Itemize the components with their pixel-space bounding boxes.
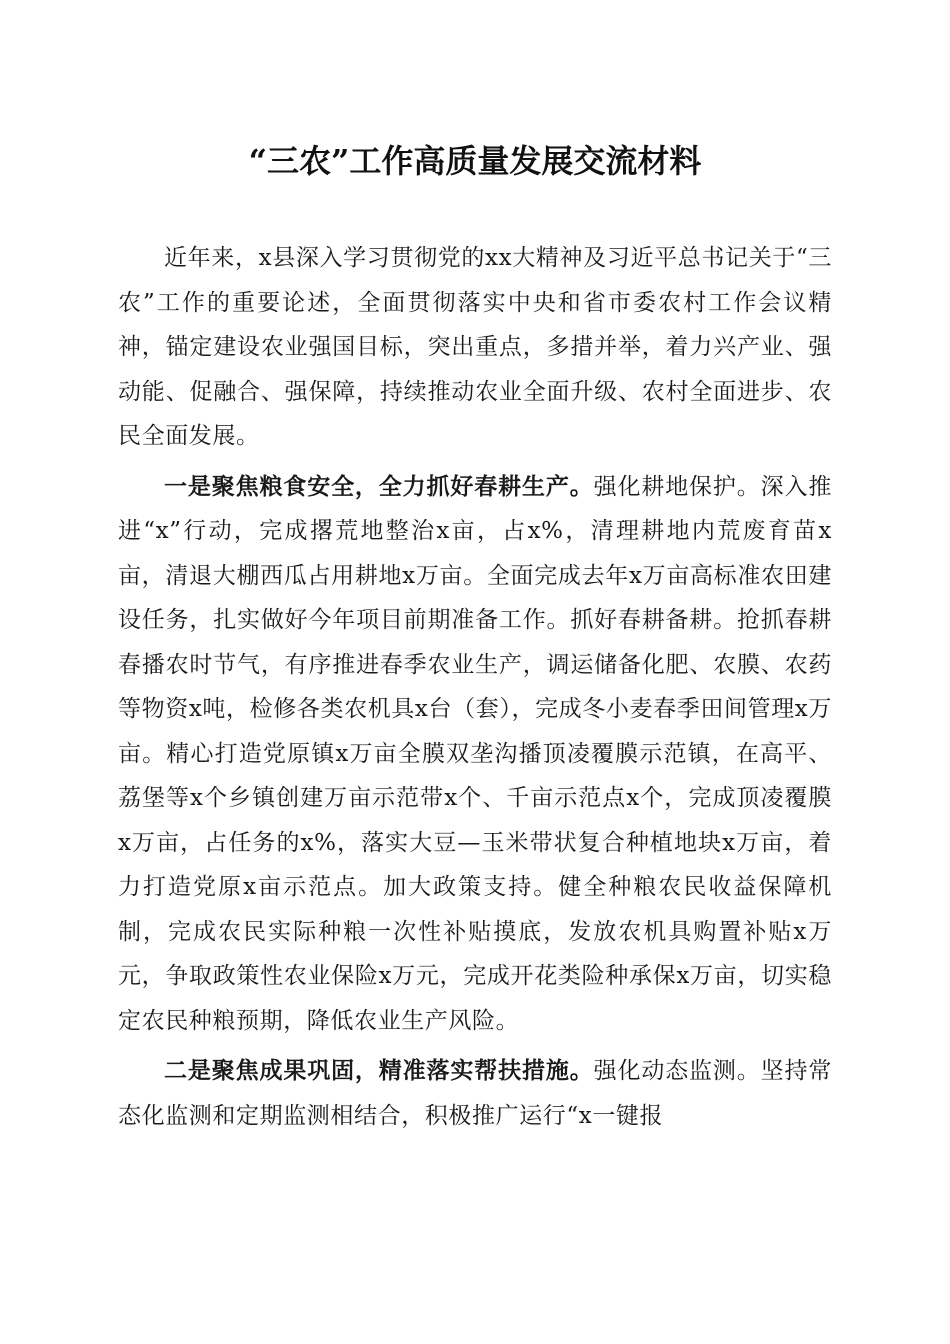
document-title: “三农”工作高质量发展交流材料 [248, 142, 702, 180]
paragraph-intro [118, 236, 832, 459]
paragraph-text: 强化耕地保护。深入推进“x”行动，完成撂荒地整治x亩，占x%，清理耕地内荒废育苗x亩，清退大棚西瓜占用耕地x万亩。全面完成去年x万亩高标准农田建设任务，扎实做好今年项目前期准备工作。抓好春耕备耕。抢抓春耕春播农时节气，有序推进春季农业生产，调运储备化肥、农膜、农药等物资x吨，检修各类农机具x台（套），完成冬小麦春季田间管理x万亩。精心打造党原镇x万亩全膜双垄沟播顶凌覆膜示范镇，在高平、荔堡等x个乡镇创建万亩示范带x个、千亩示范点x个，完成顶凌覆膜x万亩，占任务的x%，落实大豆—玉米带状复合种植地块x万亩，着力打造党原x亩示范点。加大政策支持。健全种粮农民收益保障机制，完成农民实际种粮一次性补贴摸底，发放农机具购置补贴x万元，争取政策性农业保险x万元，完成开花类险种承保x万亩，切实稳定农民种粮预期，降低农业生产风险。 [118, 473, 832, 1034]
paragraph-grain-security [118, 465, 832, 1044]
paragraph-achievement-consolidation [118, 1049, 832, 1138]
paragraph-lead-heading: 二是聚焦成果巩固，精准落实帮扶措施。 [164, 1057, 594, 1084]
paragraph-text: 强化动态监测。坚持常态化监测和定期监测相结合，积极推广运行“x一键报 [118, 1058, 832, 1129]
paragraph-text: 近年来，x县深入学习贯彻党的xx大精神及习近平总书记关于“三农”工作的重要论述，全面贯彻落实中央和省市委农村工作会议精神，锚定建设农业强国目标，突出重点，多措并举，着力兴产业、强动能、促融合、强保障，持续推动农业全面升级、农村全面进步、农民全面发展。 [118, 245, 832, 449]
document-body [118, 236, 832, 1138]
paragraph-lead-heading: 一是聚焦粮食安全，全力抓好春耕生产。 [164, 472, 594, 500]
